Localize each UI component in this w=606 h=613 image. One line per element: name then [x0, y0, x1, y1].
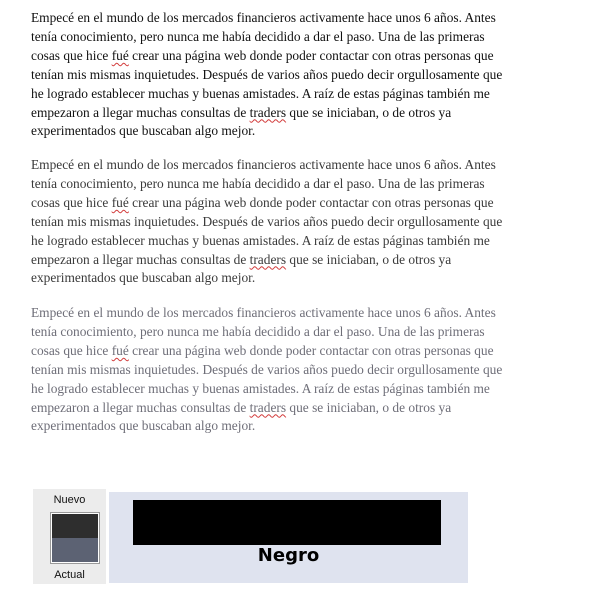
- text-line: cosas que hice fué crear una página web donde poder contactar con otras personas que: [31, 342, 494, 358]
- new-color-swatch: [52, 514, 98, 538]
- paragraph-black: [31, 9, 599, 141]
- text-line: tenían mis mismas inquietudes. Después de varios años puedo decir orgullosamente que: [31, 361, 503, 377]
- text-line: empezaron a llegar muchas consultas de traders que se iniciaban, o de otros ya: [31, 251, 452, 267]
- spellcheck-flagged-word: traders: [249, 399, 287, 415]
- current-color-swatch: [52, 538, 98, 562]
- current-color-label: Actual: [54, 569, 85, 581]
- text-line: Empecé en el mundo de los mercados financieros activamente hace unos 6 años. Antes: [31, 305, 496, 320]
- text-line: tenía conocimiento, pero nunca me había decidido a dar el paso. Una de las primeras: [31, 175, 485, 191]
- color-preview-swatch: [133, 500, 441, 545]
- text-line: tenía conocimiento, pero nunca me había decidido a dar el paso. Una de las primeras: [31, 323, 485, 339]
- text-line: tenían mis mismas inquietudes. Después de varios años puedo decir orgullosamente que: [31, 66, 503, 82]
- text-line: empezaron a llegar muchas consultas de traders que se iniciaban, o de otros ya: [31, 104, 452, 120]
- color-preview-panel: [109, 492, 468, 583]
- text-line: cosas que hice fué crear una página web donde poder contactar con otras personas que: [31, 47, 494, 63]
- spellcheck-flagged-word: fué: [111, 47, 129, 63]
- color-name-label: Negro: [257, 545, 320, 566]
- text-line: empezaron a llegar muchas consultas de traders que se iniciaban, o de otros ya: [31, 399, 452, 415]
- text-line: he logrado establecer muchas y buenas amistades. A raíz de estas páginas también me: [31, 232, 490, 248]
- text-line: tenían mis mismas inquietudes. Después de varios años puedo decir orgullosamente que: [31, 213, 503, 229]
- text-line: tenía conocimiento, pero nunca me había decidido a dar el paso. Una de las primeras: [31, 28, 485, 44]
- spellcheck-flagged-word: fué: [111, 342, 129, 358]
- text-line: cosas que hice fué crear una página web donde poder contactar con otras personas que: [31, 194, 494, 210]
- color-compare-box: [33, 489, 106, 584]
- text-line: Empecé en el mundo de los mercados financieros activamente hace unos 6 años. Antes: [31, 10, 496, 25]
- new-color-label: Nuevo: [53, 494, 86, 506]
- text-line: Empecé en el mundo de los mercados financieros activamente hace unos 6 años. Antes: [31, 157, 496, 172]
- text-line: he logrado establecer muchas y buenas amistades. A raíz de estas páginas también me: [31, 85, 490, 101]
- paragraph-light-gray: [31, 304, 599, 436]
- spellcheck-flagged-word: fué: [111, 194, 129, 210]
- paragraph-dark-gray: [31, 156, 599, 288]
- spellcheck-flagged-word: traders: [249, 104, 287, 120]
- text-line: experimentados que buscaban algo mejor.: [31, 418, 256, 434]
- color-swatch-frame: [50, 512, 100, 564]
- text-line: he logrado establecer muchas y buenas amistades. A raíz de estas páginas también me: [31, 380, 490, 396]
- text-line: experimentados que buscaban algo mejor.: [31, 123, 256, 139]
- text-line: experimentados que buscaban algo mejor.: [31, 270, 256, 286]
- spellcheck-flagged-word: traders: [249, 251, 287, 267]
